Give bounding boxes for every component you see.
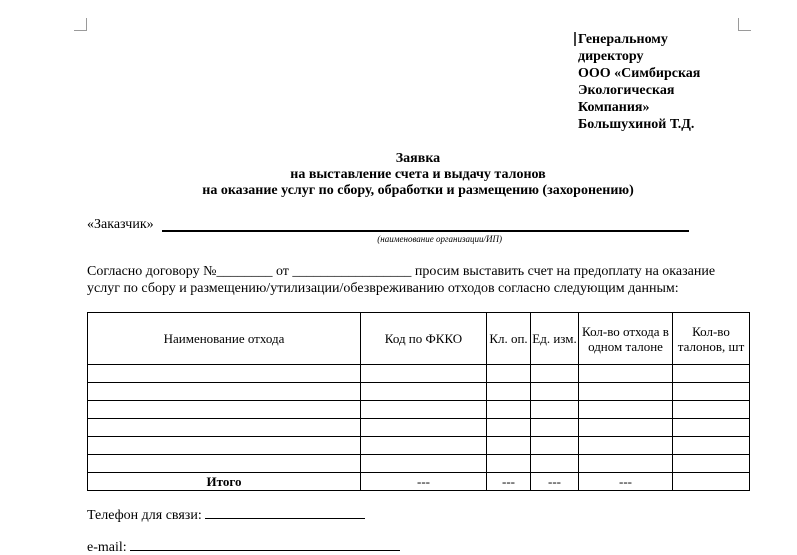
table-cell[interactable]: [531, 455, 579, 473]
table-cell[interactable]: [673, 455, 750, 473]
header-amount-per-coupon: Кол-во отхода в одном талоне: [579, 313, 673, 365]
table-cell[interactable]: [531, 383, 579, 401]
customer-field-hint: (наименование организации/ИП): [377, 234, 502, 244]
table-cell[interactable]: [673, 365, 750, 383]
table-cell[interactable]: [531, 365, 579, 383]
table-cell[interactable]: [673, 419, 750, 437]
table-header-row: [88, 313, 750, 365]
table-cell[interactable]: [88, 401, 361, 419]
table-cell[interactable]: [579, 437, 673, 455]
table-cell[interactable]: [487, 437, 531, 455]
header-fkko-code: Код по ФККО: [361, 313, 487, 365]
table-cell[interactable]: [487, 383, 531, 401]
addressee-line: Экологическая: [578, 83, 675, 98]
document-title: Заявка: [395, 151, 441, 166]
table-cell[interactable]: [361, 401, 487, 419]
total-cell: ---: [487, 473, 531, 491]
table-cell[interactable]: [579, 455, 673, 473]
phone-line: [87, 506, 365, 524]
phone-label: Телефон для связи:: [87, 508, 202, 523]
email-label: e-mail:: [87, 540, 127, 555]
table-total-row: [88, 473, 750, 491]
header-waste-name: Наименование отхода: [88, 313, 361, 365]
addressee-block[interactable]: [578, 31, 768, 133]
table-row: [88, 437, 750, 455]
page-corner-mark-top-right: [738, 18, 751, 31]
table-cell[interactable]: [88, 437, 361, 455]
table-cell[interactable]: [361, 419, 487, 437]
email-field[interactable]: [130, 538, 400, 551]
table-cell[interactable]: [88, 383, 361, 401]
total-cell: ---: [579, 473, 673, 491]
table-cell[interactable]: [88, 365, 361, 383]
table-cell[interactable]: [673, 401, 750, 419]
document-subtitle-line-2: на оказание услуг по сбору, обработки и размещению (захоронению): [202, 183, 634, 198]
table-cell[interactable]: [531, 401, 579, 419]
document-subtitle-line-1: на выставление счета и выдачу талонов: [290, 167, 546, 182]
total-cell: ---: [531, 473, 579, 491]
total-label: Итого: [88, 473, 361, 491]
table-cell[interactable]: [579, 401, 673, 419]
header-coupon-count: Кол-во талонов, шт: [673, 313, 750, 365]
addressee-line: Генеральному: [578, 32, 668, 47]
table-cell[interactable]: [579, 365, 673, 383]
page-corner-mark-top-left: [74, 18, 87, 31]
table-row: [88, 419, 750, 437]
addressee-line: Большухиной Т.Д.: [578, 117, 695, 132]
header-hazard-class: Кл. оп.: [487, 313, 531, 365]
addressee-line: ООО «Симбирская: [578, 66, 701, 81]
table-cell[interactable]: [361, 365, 487, 383]
total-cell: ---: [361, 473, 487, 491]
table-cell[interactable]: [487, 419, 531, 437]
customer-label: «Заказчик»: [87, 217, 154, 232]
table-cell[interactable]: [361, 383, 487, 401]
request-paragraph-line-2: услуг по сбору и размещению/утилизации/обезвреживанию отходов согласно следующим данным:: [87, 281, 679, 296]
email-line: [87, 538, 400, 555]
waste-table: [87, 312, 750, 491]
table-cell[interactable]: [361, 455, 487, 473]
text-cursor: [574, 32, 576, 46]
table-cell[interactable]: [88, 455, 361, 473]
table-cell[interactable]: [531, 437, 579, 455]
addressee-line: директору: [578, 49, 644, 64]
phone-field[interactable]: [205, 506, 365, 519]
table-row: [88, 401, 750, 419]
request-paragraph-line-1: Согласно договору №________ от _________________ просим выставить счет на предоплату на оказание: [87, 264, 716, 279]
table-cell[interactable]: [579, 419, 673, 437]
table-row: [88, 455, 750, 473]
table-row: [88, 383, 750, 401]
table-cell[interactable]: [487, 455, 531, 473]
table-cell[interactable]: [531, 419, 579, 437]
table-cell[interactable]: [361, 437, 487, 455]
table-cell[interactable]: [88, 419, 361, 437]
table-cell[interactable]: [579, 383, 673, 401]
table-row: [88, 365, 750, 383]
customer-name-field[interactable]: [162, 230, 689, 232]
table-cell[interactable]: [673, 437, 750, 455]
table-cell[interactable]: [673, 383, 750, 401]
total-cell[interactable]: [673, 473, 750, 491]
table-cell[interactable]: [487, 401, 531, 419]
addressee-line: Компания»: [578, 100, 650, 115]
table-cell[interactable]: [487, 365, 531, 383]
header-unit: Ед. изм.: [531, 313, 579, 365]
